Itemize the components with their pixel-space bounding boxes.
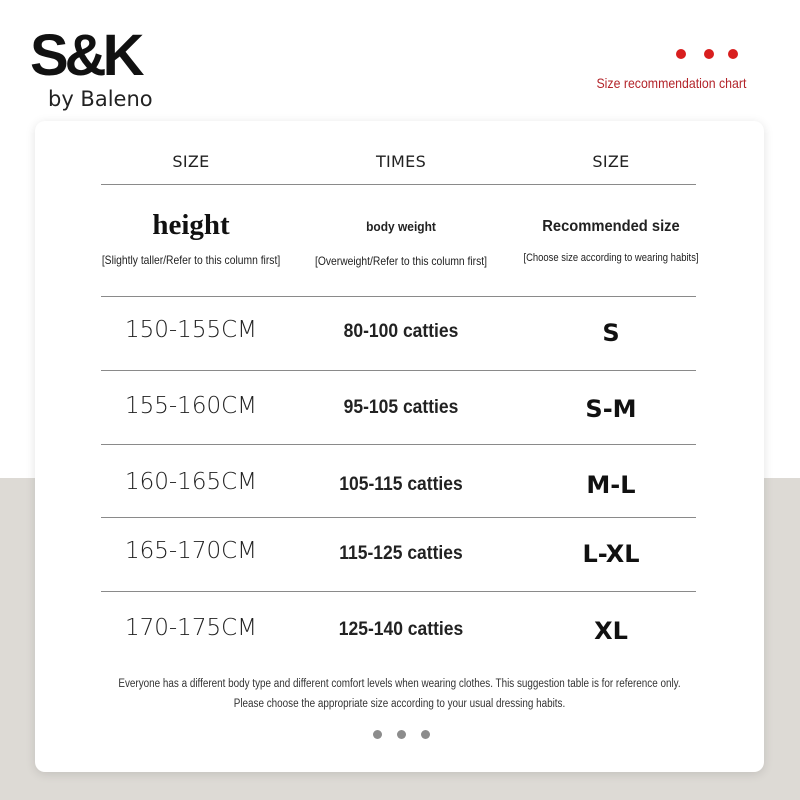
subheader-weight-note: [Overweight/Refer to this column first] [314, 254, 488, 268]
row-size: S-M [585, 395, 637, 423]
subheader-size: Recommended size [542, 218, 680, 235]
row-weight: 105-115 catties [339, 474, 463, 495]
red-dot-icon [728, 49, 738, 59]
divider [101, 591, 696, 592]
header-size-right: SIZE [592, 152, 630, 171]
subheader-weight: body weight [366, 219, 436, 234]
divider [101, 184, 696, 185]
row-size: L-XL [582, 540, 640, 568]
divider [101, 444, 696, 445]
brand-logo [30, 24, 170, 116]
row-height: 170-175CM [124, 615, 257, 641]
brand-name: S&K [30, 23, 141, 88]
footer-advice: Please choose the appropriate size according to your usual dressing habits. [233, 698, 566, 710]
chart-tag: Size recommendation chart [596, 75, 746, 91]
divider [101, 370, 696, 371]
header-size-left: SIZE [172, 152, 210, 171]
row-height: 165-170CM [124, 538, 257, 564]
size-card [35, 121, 764, 772]
row-height: 150-155CM [124, 317, 257, 343]
row-size: M-L [586, 471, 636, 499]
red-dot-icon [676, 49, 686, 59]
footer-disclaimer: Everyone has a different body type and different comfort levels when wearing clothes. This suggestion table is for reference only. [118, 678, 681, 690]
grey-dot-icon [397, 730, 406, 739]
brand-subtitle: by Baleno [48, 87, 153, 111]
red-dots-decoration [676, 49, 746, 61]
row-height: 160-165CM [124, 469, 257, 495]
grey-dot-icon [373, 730, 382, 739]
subheader-height-note: [Slightly taller/Refer to this column first] [101, 253, 281, 267]
row-weight: 125-140 catties [338, 619, 464, 640]
divider [101, 517, 696, 518]
grey-dot-icon [421, 730, 430, 739]
red-dot-icon [704, 49, 714, 59]
subheader-height: height [152, 209, 230, 241]
row-size: S [602, 319, 620, 347]
divider [101, 296, 696, 297]
row-weight: 115-125 catties [339, 543, 463, 564]
row-weight: 95-105 catties [343, 397, 459, 418]
row-height: 155-160CM [124, 393, 257, 419]
header-times: TIMES [375, 152, 427, 171]
row-weight: 80-100 catties [343, 321, 459, 342]
row-size: XL [594, 617, 628, 645]
subheader-size-note: [Choose size according to wearing habits] [523, 252, 699, 264]
